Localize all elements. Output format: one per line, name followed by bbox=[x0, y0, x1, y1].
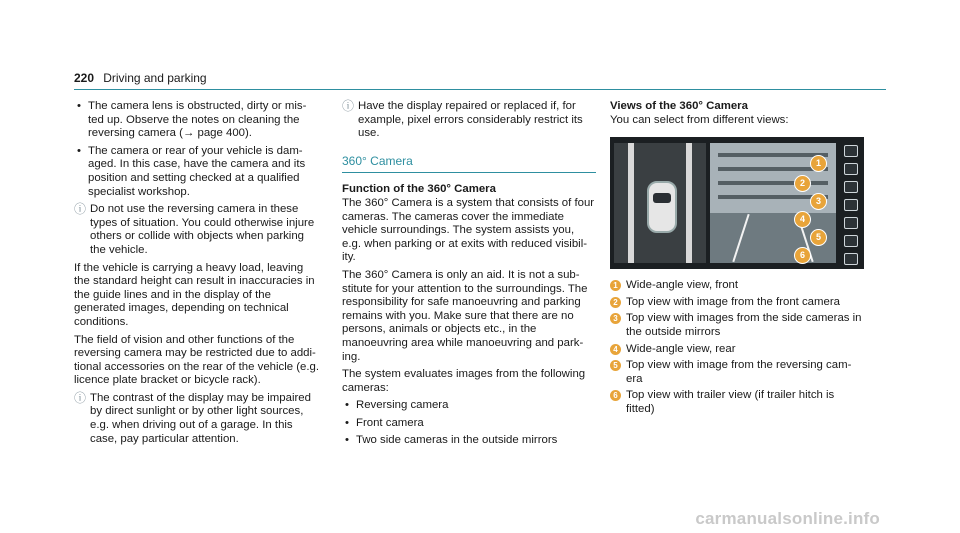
subsection-title: Views of the 360° Camera bbox=[610, 100, 748, 112]
list-item: • Front camera bbox=[342, 417, 596, 431]
watermark: carmanualsonline.info bbox=[695, 509, 880, 528]
list-item: • The camera lens is obstructed, dirty or mis-ted up. Observe the notes on cleaning the reversing camera (→ page 400). bbox=[74, 100, 320, 141]
list-item: • Two side cameras in the outside mirrors bbox=[342, 434, 596, 448]
column-middle bbox=[342, 100, 596, 452]
number-badge: 2 bbox=[610, 297, 621, 308]
view-icon bbox=[844, 181, 858, 193]
chapter-title: Driving and parking bbox=[103, 71, 207, 85]
view-icon bbox=[844, 253, 858, 265]
paragraph: You can select from different views: bbox=[610, 113, 789, 126]
note-text: Do not use the reversing camera in these types of situation. You could otherwise injure others or collide with objects when parking the vehicle. bbox=[90, 203, 315, 256]
paragraph: The system evaluates images from the following cameras: bbox=[342, 368, 586, 394]
list-item: 2 Top view with image from the front camera bbox=[610, 296, 864, 310]
info-icon: ⓘ bbox=[74, 390, 87, 405]
subsection-title: Function of the 360° Camera bbox=[342, 183, 496, 196]
view-icon bbox=[844, 235, 858, 247]
column-right bbox=[610, 100, 864, 420]
list-item: 4 Wide-angle view, rear bbox=[610, 343, 864, 357]
list-item: • The camera or rear of your vehicle is dam-aged. In this case, have the camera and its position and setting checked at a qualified specialist workshop. bbox=[74, 145, 320, 199]
view-icon bbox=[844, 145, 858, 157]
callout-3: 3 bbox=[810, 193, 827, 210]
list-item: 6 Top view with trailer view (if trailer hitch is fitted) bbox=[610, 389, 864, 416]
list-item: 5 Top view with image from the reversing cam-era bbox=[610, 359, 864, 386]
callout-4: 4 bbox=[794, 211, 811, 228]
page-header bbox=[74, 72, 886, 87]
note bbox=[342, 100, 596, 141]
camera-display-image bbox=[610, 137, 864, 269]
view-icon bbox=[844, 163, 858, 175]
section-title: 360° Camera bbox=[342, 155, 596, 174]
paragraph: If the vehicle is carrying a heavy load, leaving the standard height can result in inaccuracies in the guide lines and in the display of the generated images, depending on technical conditions. bbox=[74, 261, 315, 328]
note bbox=[74, 203, 320, 257]
list-item: 1 Wide-angle view, front bbox=[610, 279, 864, 293]
number-badge: 6 bbox=[610, 390, 621, 401]
paragraph: The 360° Camera is a system that consists of four cameras. The cameras cover the immediate vehicle surroundings. The system assists you, e.g. when parking or at exits with reduced visibil-ity. bbox=[342, 196, 595, 264]
note bbox=[74, 392, 320, 446]
number-badge: 4 bbox=[610, 344, 621, 355]
view-icon bbox=[844, 199, 858, 211]
top-view-panel bbox=[614, 143, 706, 263]
view-buttons bbox=[842, 145, 858, 265]
info-icon: ⓘ bbox=[74, 202, 87, 217]
list-item: • Reversing camera bbox=[342, 399, 596, 413]
list-item: 3 Top view with images from the side cameras in the outside mirrors bbox=[610, 312, 864, 339]
callout-1: 1 bbox=[810, 155, 827, 172]
paragraph: The field of vision and other functions of the reversing camera may be restricted due to addi-tional accessories on the rear of the vehicle (e.g. licence plate bracket or bicycle rack). bbox=[74, 333, 320, 387]
number-badge: 3 bbox=[610, 313, 621, 324]
view-icon bbox=[844, 217, 858, 229]
page-number: 220 bbox=[74, 71, 95, 85]
column-left bbox=[74, 100, 320, 450]
car-icon bbox=[647, 181, 677, 233]
note-text: Have the display repaired or replaced if, for example, pixel errors considerably restrict its use. bbox=[358, 100, 583, 140]
header-divider bbox=[74, 89, 886, 90]
number-badge: 1 bbox=[610, 280, 621, 291]
callout-6: 6 bbox=[794, 247, 811, 264]
number-badge: 5 bbox=[610, 360, 621, 371]
paragraph: The 360° Camera is only an aid. It is not a sub-stitute for your attention to the surroundings. The responsibility for safe manoeuvring and parking remains with you. Make sure that there are no persons, animals or objects etc., in the manoeuvring area while manoeuvring and park-ing. bbox=[342, 268, 588, 363]
note-text: The contrast of the display may be impaired by direct sunlight or by other light sources, e.g. when driving out of a garage. In this case, pay particular attention. bbox=[90, 391, 311, 445]
info-icon: ⓘ bbox=[342, 99, 355, 113]
callout-5: 5 bbox=[810, 229, 827, 246]
callout-2: 2 bbox=[794, 175, 811, 192]
